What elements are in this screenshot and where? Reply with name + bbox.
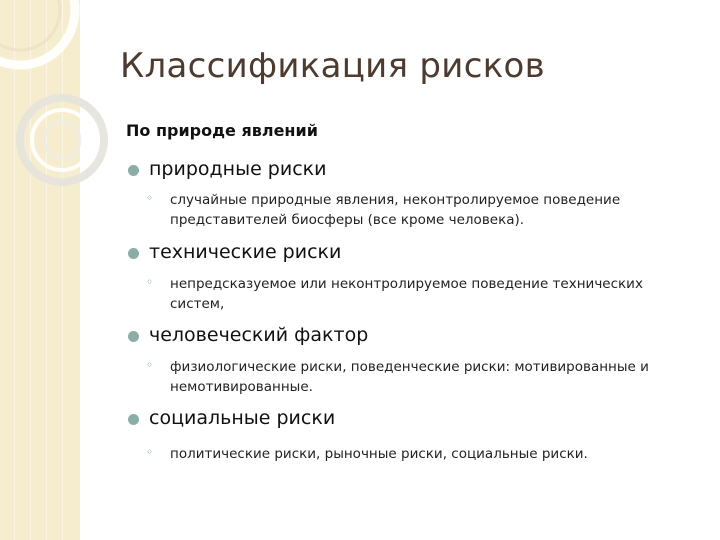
sub-item-text: политические риски, рыночные риски, социальные риски.	[170, 446, 588, 462]
left-decorative-band	[0, 0, 80, 540]
item-label: природные риски	[149, 158, 327, 180]
bullet-icon	[128, 165, 139, 176]
item-label: социальные риски	[149, 407, 336, 429]
sub-item-text: непредсказуемое или неконтролируемое поведение технических систем,	[170, 276, 643, 312]
sub-bullet-icon: ◦	[146, 275, 154, 289]
sub-bullet-icon: ◦	[146, 191, 154, 205]
sub-bullet-icon: ◦	[146, 445, 154, 459]
slide-title: Классификация рисков	[120, 46, 545, 86]
bullet-icon	[128, 414, 139, 425]
section-subheading: По природе явлений	[126, 121, 318, 140]
sub-bullet-icon: ◦	[146, 358, 154, 372]
item-label: человеческий фактор	[149, 324, 369, 346]
sub-item-text: случайные природные явления, неконтролируемое поведение представителей биосферы (все кроме человека).	[170, 192, 621, 228]
bullet-icon	[128, 331, 139, 342]
item-label: технические риски	[149, 241, 342, 263]
bullet-icon	[128, 248, 139, 259]
sub-item-text: физиологические риски, поведенческие риски: мотивированные и немотивированные.	[170, 359, 649, 395]
